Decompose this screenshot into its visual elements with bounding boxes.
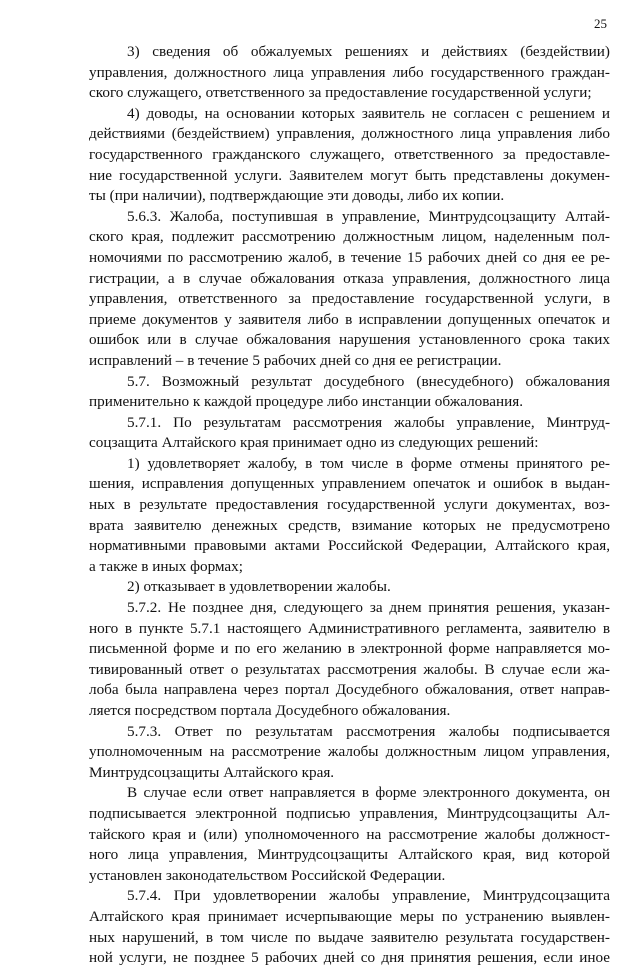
text-line: врата заявителю денежных средств, взимание которых не предусмотрено (89, 516, 610, 534)
text-line: гистрации, а в случае обжалования отказа управления, должностного лица (89, 269, 610, 287)
text-line: 5.6.3. Жалоба, поступившая в управление, Минтрудсоцзащиту Алтай- (127, 207, 610, 225)
text-line: применительно к каждой процедуре либо инстанции обжалования. (89, 393, 524, 411)
text-line: 5.7.4. При удовлетворении жалобы управление, Минтрудсоцзащита (127, 887, 610, 905)
text-line: ных в результате предоставления государственной услуги документах, воз- (89, 496, 610, 514)
text-line: 1) удовлетворяет жалобу, в том числе в форме отмены принятого ре- (127, 454, 610, 472)
text-line: 4) доводы, на основании которых заявитель не согласен с решением и (127, 104, 610, 122)
page-number: 25 (594, 16, 607, 31)
text-line: лоба была направлена через портал Досудебного обжалования, ответ направ- (89, 681, 610, 699)
text-line: 5.7. Возможный результат досудебного (внесудебного) обжалования (127, 372, 610, 390)
text-line: 5.7.3. Ответ по результатам рассмотрения жалобы подписывается (127, 722, 610, 740)
text-line: шения, исправления допущенных управлением опечаток и ошибок в выдан- (89, 475, 610, 493)
text-line: ского края, подлежит рассмотрению должностным лицом, наделенным пол- (89, 228, 610, 246)
text-line: номочиями по рассмотрению жалоб, в течение 15 рабочих дней со дня ее ре- (89, 248, 610, 266)
body-text (89, 42, 610, 969)
text-line: ты (при наличии), подтверждающие эти доводы, либо их копии. (89, 187, 505, 205)
text-line: а также в иных формах; (89, 557, 243, 575)
text-line: Алтайского края принимает исчерпывающие меры по устранению выявлен- (89, 907, 610, 925)
text-line: Минтрудсоцзащиты Алтайского края. (89, 763, 335, 781)
text-line: ного в пункте 5.7.1 настоящего Административного регламента, заявителю в (89, 619, 610, 637)
text-line: действиями (бездействием) управления, должностного лица управления либо (89, 125, 610, 143)
text-line: управления, ответственного за предоставление государственной услуги, в (89, 290, 610, 308)
text-line: управления, должностного лица управления либо государственного граждан- (89, 63, 610, 81)
text-line: подписывается электронной подписью управления, Минтрудсоцзащиты Ал- (89, 804, 610, 822)
text-line: ной услуги, не позднее 5 рабочих дней со дня принятия решения, если иное (89, 949, 610, 967)
text-line: письменной форме и по его желанию в электронной форме направляется мо- (89, 640, 610, 658)
text-line: В случае если ответ направляется в форме электронного документа, он (127, 784, 610, 802)
text-line: ского служащего, ответственного за предоставление государственной услуги; (89, 84, 592, 102)
text-line: ных нарушений, в том числе по выдаче заявителю результата государствен- (89, 928, 610, 946)
text-line: тайского края и (или) уполномоченного на рассмотрение жалобы должност- (89, 825, 610, 843)
text-line: установлен законодательством Российской Федерации. (89, 866, 446, 884)
text-line: ошибок или в случае обжалования нарушения установленного срока таких (89, 331, 610, 349)
text-line: соцзащита Алтайского края принимает одно из следующих решений: (89, 434, 539, 452)
text-line: 2) отказывает в удовлетворении жалобы. (127, 578, 391, 596)
text-line: государственного гражданского служащего, ответственного за предоставле- (89, 145, 610, 163)
text-line: исправлений – в течение 5 рабочих дней со дня ее регистрации. (89, 351, 502, 369)
text-line: уполномоченным на рассмотрение жалобы должностным лицом управления, (89, 743, 610, 761)
text-line: 3) сведения об обжалуемых решениях и действиях (бездействии) (127, 43, 610, 60)
text-line: 5.7.2. Не позднее дня, следующего за днем принятия решения, указан- (127, 599, 610, 617)
text-line: нормативными правовыми актами Российской Федерации, Алтайского края, (89, 537, 610, 555)
text-line: приеме документов у заявителя либо в исправлении допущенных опечаток и (89, 310, 610, 328)
text-line: тивированный ответ о результатах рассмотрения жалобы. В случае если жа- (89, 660, 610, 678)
text-line: 5.7.1. По результатам рассмотрения жалобы управление, Минтруд- (127, 413, 610, 431)
text-line: ляется посредством портала Досудебного обжалования. (89, 702, 451, 719)
text-line: ние государственной услуги. Заявителем могут быть представлены докумен- (89, 166, 610, 184)
text-line: ного лица управления, Минтрудсоцзащиты Алтайского края, вид которой (89, 846, 610, 864)
